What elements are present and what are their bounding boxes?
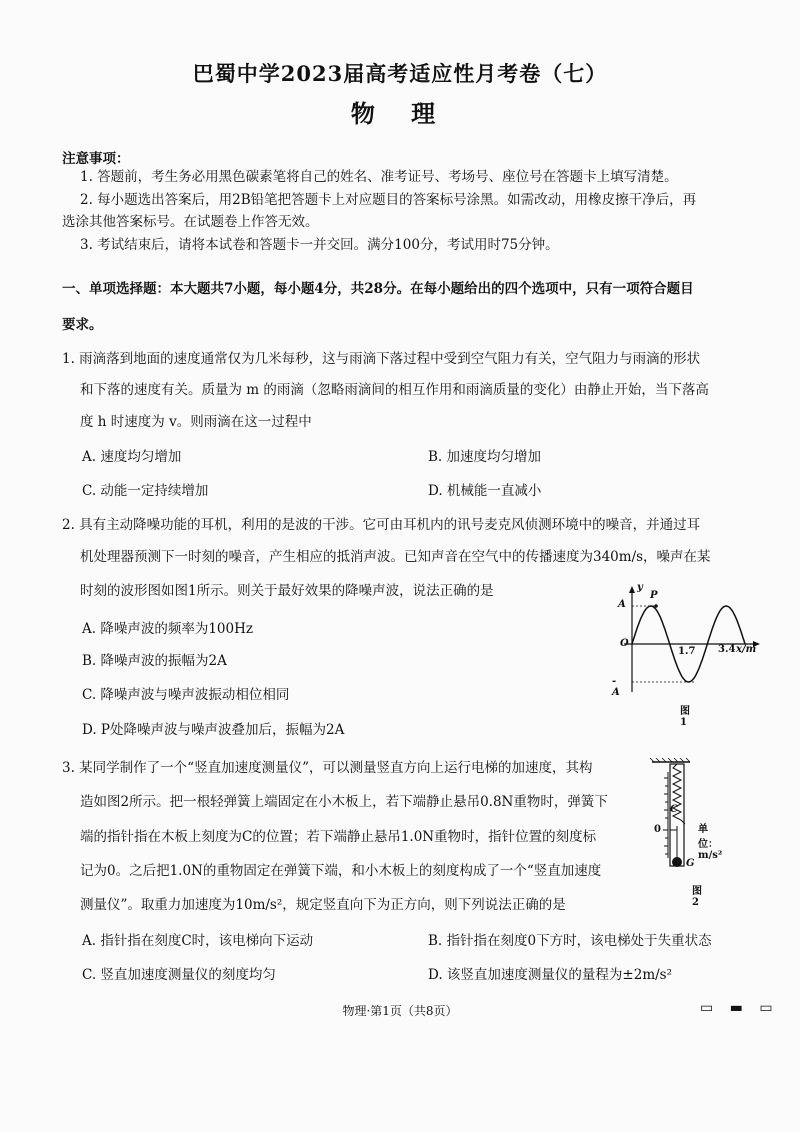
fig1-caption: 图1 (680, 706, 690, 728)
q3-option-c: C. 竖直加速度测量仪的刻度均匀 (82, 967, 276, 983)
q1-stem: 1. 雨滴落到地面的速度通常仅为几米每秒，这与雨滴下落过程中受到空气阻力有关，空气阻力与雨滴的形状 (62, 351, 701, 367)
q2-option-a: A. 降噪声波的频率为100Hz (82, 621, 253, 637)
q3-option-d: D. 该竖直加速度测量仪的量程为±2m/s² (428, 967, 673, 983)
q3-option-a: A. 指针指在刻度C时，该电梯向下运动 (82, 933, 314, 949)
notice-heading: 注意事项： (62, 151, 130, 167)
fig1-origin-label: O (620, 638, 629, 649)
q1-stem: 度 h 时速度为 v。则雨滴在这一过程中 (80, 414, 312, 430)
q2-stem: 2. 具有主动降噪功能的耳机，利用的是波的干涉。它可由耳机内的讯号麦克风侦测环境中的噪音，并通过耳 (62, 517, 701, 533)
notice-line: 1. 答题前，考生务必用黑色碳素笔将自己的姓名、准考证号、考场号、座位号在答题卡上填写清楚。 (80, 169, 678, 185)
q2-option-c: C. 降噪声波与噪声波振动相位相同 (82, 687, 290, 703)
fig2-unit-label: 单位：m/s² (698, 824, 723, 861)
fig2-caption: 图2 (692, 886, 702, 908)
fig2-c-label: C (670, 804, 678, 815)
q3-stem: 测量仪”。取重力加速度为10m/s²，规定竖直向下为正方向，则下列说法正确的是 (80, 897, 566, 913)
section-heading-cont: 要求。 (62, 317, 103, 333)
q2-option-d: D. P处降噪声波与噪声波叠加后，振幅为2A (82, 722, 345, 738)
q1-option-b: B. 加速度均匀增加 (428, 449, 542, 465)
fig1-tick-1: 1.7 (678, 646, 696, 657)
q2-stem: 机处理器预测下一时刻的噪音，产生相应的抵消声波。已知声音在空气中的传播速度为340m/s，噪声在某 (80, 549, 711, 565)
q2-stem: 时刻的波形图如图1所示。则关于最好效果的降噪声波，说法正确的是 (80, 583, 494, 599)
q3-stem: 3. 某同学制作了一个“竖直加速度测量仪”，可以测量竖直方向上运行电梯的加速度，其构 (62, 760, 593, 776)
page-footer: 物理·第1页（共8页） (342, 1004, 458, 1018)
q1-option-a: A. 速度均匀增加 (82, 449, 182, 465)
fig1-a-label: A (618, 599, 626, 610)
barcode-marks: ▭ ▬ ▭ (700, 1000, 779, 1016)
fig1-nega-label: -A (612, 676, 620, 698)
section-heading: 一、单项选择题：本大题共7小题，每小题4分，共28分。在每小题给出的四个选项中，只有一项符合题目 (62, 281, 694, 297)
fig1-x-label: x/m (736, 644, 757, 655)
q1-stem: 和下落的速度有关。质量为 m 的雨滴（忽略雨滴间的相互作用和雨滴质量的变化）由静止开始，当下落高 (80, 382, 709, 398)
q2-option-b: B. 降噪声波的振幅为2A (82, 653, 227, 669)
q3-stem: 记为0。之后把1.0N的重物固定在弹簧下端，和小木板上的刻度构成了一个“竖直加速度 (80, 863, 602, 879)
notice-line: 3. 考试结束后，请将本试卷和答题卡一并交回。满分100分，考试用时75分钟。 (80, 237, 559, 253)
subject-title: 物 理 (350, 99, 450, 128)
q3-stem: 造如图2所示。把一根轻弹簧上端固定在小木板上，若下端静止悬吊0.8N重物时，弹簧下 (80, 794, 608, 810)
fig1-p-label: P (650, 590, 658, 601)
notice-line: 2. 每小题选出答案后，用2B铅笔把答题卡上对应题目的答案标号涂黑。如需改动，用橡皮擦干净后，再 (80, 192, 697, 208)
q1-option-d: D. 机械能一直减小 (428, 483, 542, 499)
fig1-y-label: y (637, 582, 643, 593)
q3-option-b: B. 指针指在刻度0下方时，该电梯处于失重状态 (428, 933, 712, 949)
fig1-tick-2: 3.4 (718, 644, 736, 655)
fig2-g-label: G (686, 858, 695, 869)
fig2-zero-label: 0 (654, 824, 661, 835)
q1-option-c: C. 动能一定持续增加 (82, 483, 209, 499)
q3-stem: 端的指针指在木板上刻度为C的位置；若下端静止悬吊1.0N重物时，指针位置的刻度标 (80, 829, 597, 845)
notice-line: 选涂其他答案标号。在试题卷上作答无效。 (62, 214, 319, 230)
exam-title: 巴蜀中学2023届高考适应性月考卷（七） (192, 61, 608, 86)
